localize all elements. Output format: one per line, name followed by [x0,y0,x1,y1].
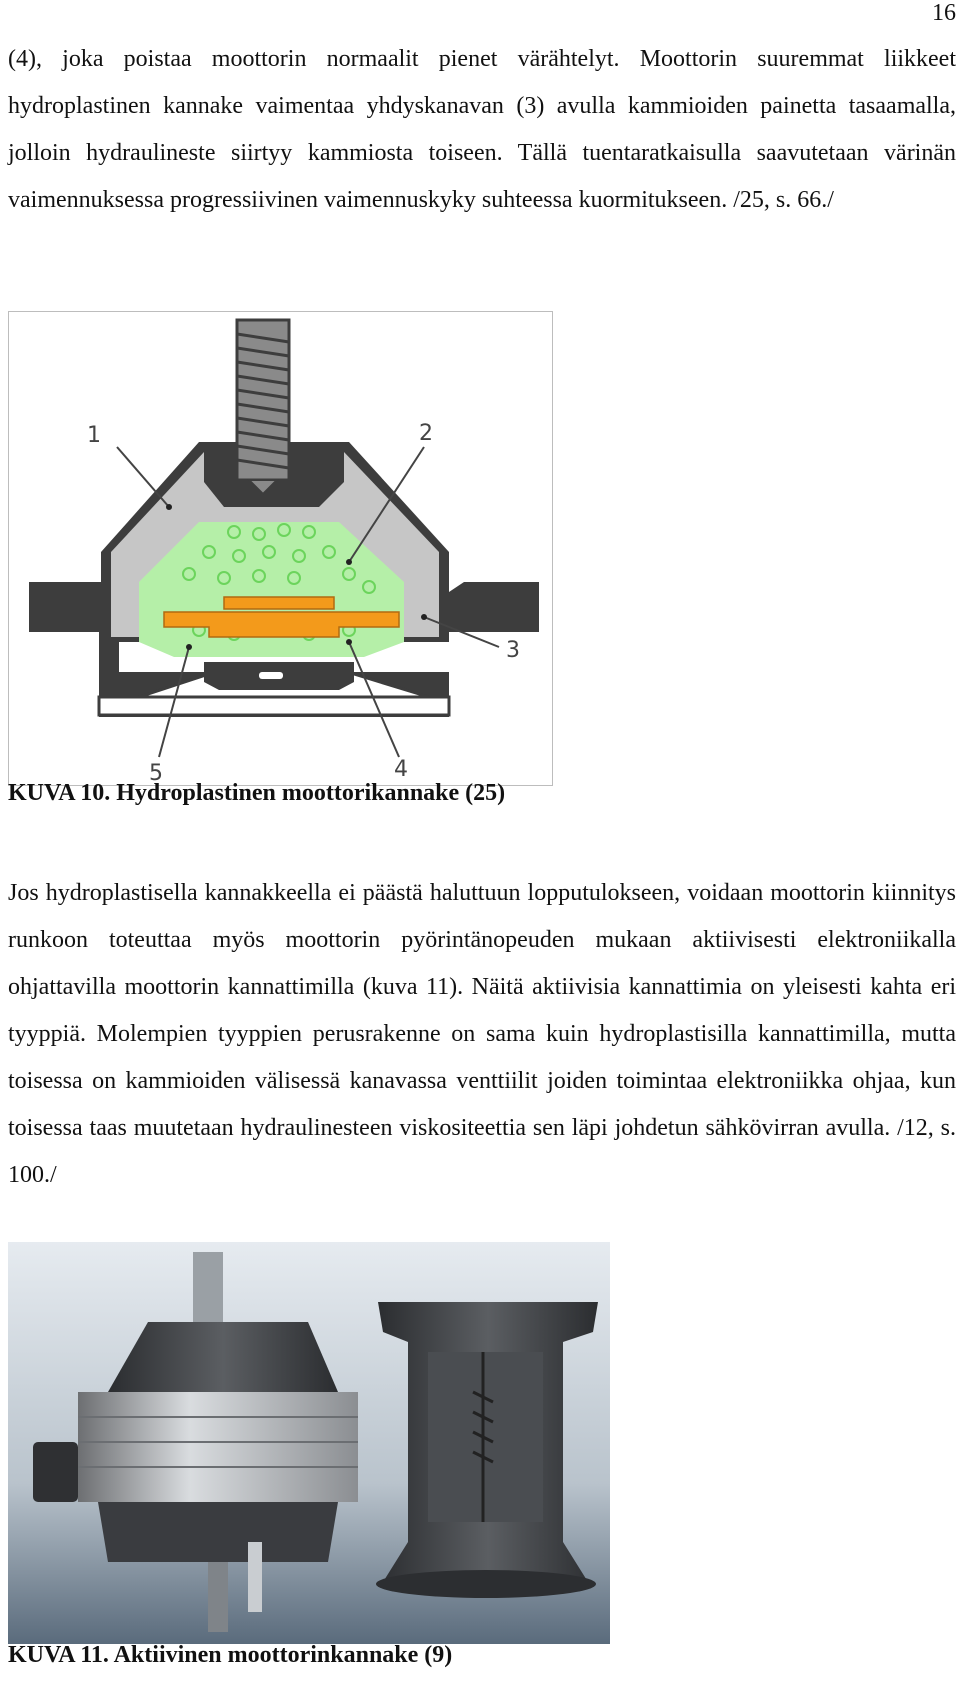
paragraph-1: (4), joka poistaa moottorin normaalit pienet värähtelyt. Moottorin suuremmat liikkeet hydroplastinen kannake vaimentaa yhdyskanavan (3) avulla kammioiden painetta tasaamalla, jolloin hydraulineste siirtyy kammiosta toiseen. Tällä tuentaratkaisulla saavutetaan värinän vaimennuksessa progressiivinen vaimennuskyky suhteessa kuormitukseen. /25, s. 66./ [8,46,956,213]
hydromount-diagram [8,311,553,786]
label-1: 1 [87,423,101,448]
page-number: 16 [932,0,956,26]
figure-10-caption: KUVA 10. Hydroplastinen moottorikannake (25) [8,780,506,806]
label-5: 5 [149,761,163,785]
label-4: 4 [394,757,408,782]
active-engine-mount-photo [8,1242,610,1644]
label-3: 3 [506,638,520,663]
paragraph-2: Jos hydroplastisella kannakkeella ei päästä haluttuun lopputulokseen, voidaan moottorin kiinnitys runkoon toteuttaa myös moottorin pyörintänopeuden mukaan aktiivisesti elektroniikalla ohjattavilla moottorin kannattimilla (kuva 11). Näitä aktiivisia kannattimia on yleisesti kahta eri tyyppiä. Molempien tyyppien perusrakenne on sama kuin hydroplastisilla kannattimilla, mutta toisessa on kammioiden välisessä kanavassa venttiilit joiden toimintaa elektroniikka ohjaa, kun toisessa taas muutetaan hydraulinesteen viskositeettia sen läpi johdetun sähkövirran avulla. /12, s. 100./ [8,880,956,1188]
figure-11-caption: KUVA 11. Aktiivinen moottorinkannake (9) [8,1642,453,1668]
label-2: 2 [419,421,433,446]
mounting-bolt [237,320,289,494]
